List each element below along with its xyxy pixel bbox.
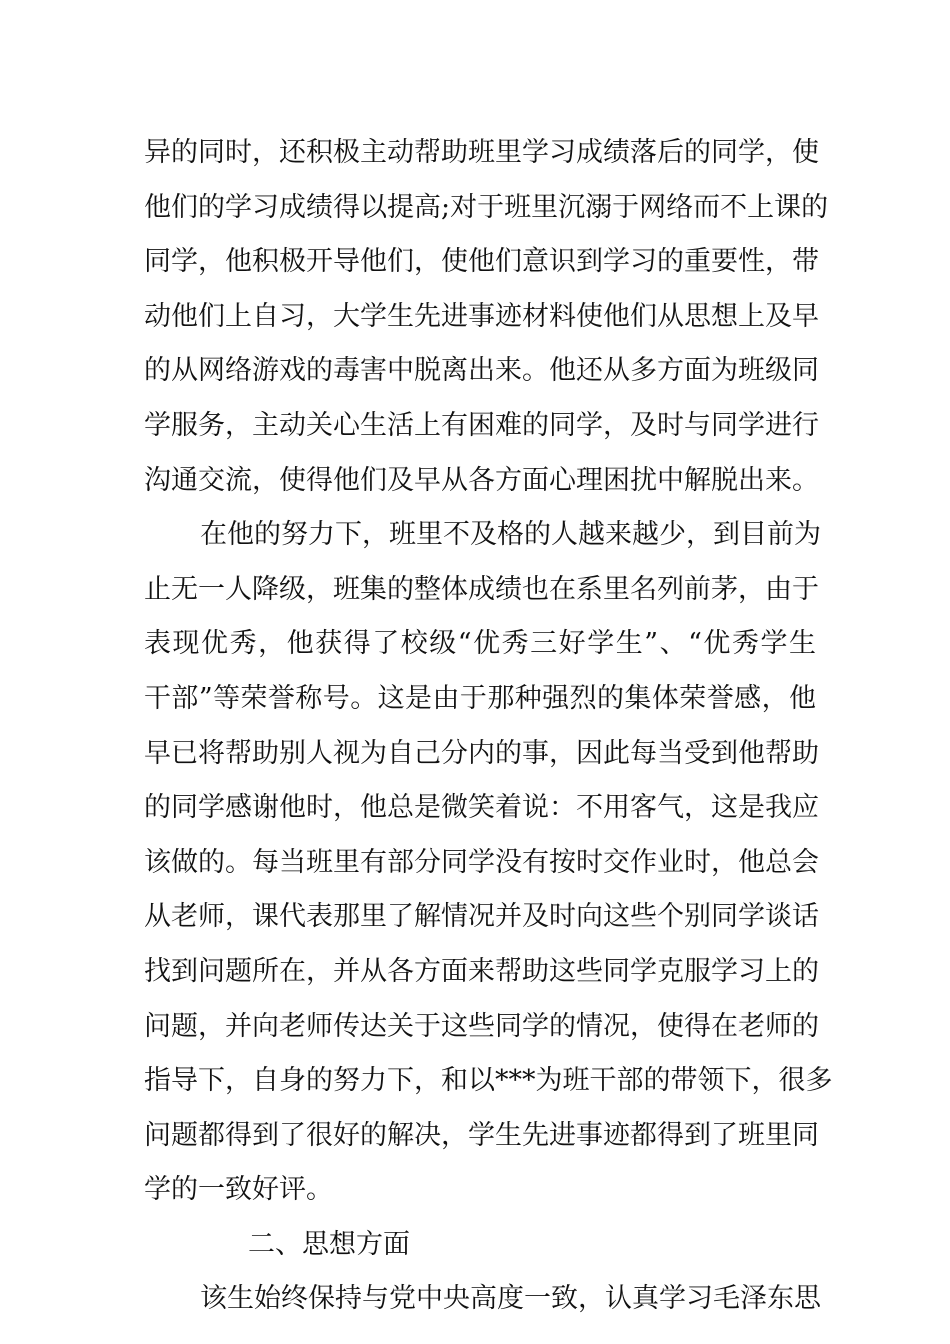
text-line: 止无一人降级，班集的整体成绩也在系里名列前茅，由于 (144, 573, 819, 605)
paragraph-3 (144, 1272, 821, 1327)
text-line: 该做的。每当班里有部分同学没有按时交作业时，他总会 (144, 846, 819, 878)
text-line: 找到问题所在，并从各方面来帮助这些同学克服学习上的 (144, 955, 819, 987)
text-line: 同学，他积极开导他们，使他们意识到学习的重要性，带 (144, 246, 819, 278)
text-line: 沟通交流，使得他们及早从各方面心理困扰中解脱出来。 (144, 464, 819, 496)
text-line: 的从网络游戏的毒害中脱离出来。他还从多方面为班级同 (144, 355, 819, 387)
text-line: 在他的努力下，班里不及格的人越来越少，到目前为 (200, 519, 821, 551)
text-line: 学的一致好评。 (144, 1174, 333, 1206)
text-line: 动他们上自习，大学生先进事迹材料使他们从思想上及早 (144, 300, 819, 332)
text-line: 表现优秀，他获得了校级“优秀三好学生”、“优秀学生 (144, 628, 816, 660)
text-line: 问题都得到了很好的解决，学生先进事迹都得到了班里同 (144, 1119, 819, 1151)
text-line: 他们的学习成绩得以提高;对于班里沉溺于网络而不上课的 (144, 191, 829, 223)
text-line: 早已将帮助别人视为自己分内的事，因此每当受到他帮助 (144, 737, 819, 769)
text-line: 的同学感谢他时，他总是微笑着说：不用客气，这是我应 (144, 792, 819, 824)
text-line: 学服务，主动关心生活上有困难的同学，及时与同学进行 (144, 409, 819, 441)
paragraph-1 (144, 126, 829, 508)
text-line: 该生始终保持与党中央高度一致，认真学习毛泽东思 (200, 1283, 821, 1315)
text-line: 问题，并向老师传达关于这些同学的情况，使得在老师的 (144, 1010, 819, 1042)
text-line: 干部”等荣誉称号。这是由于那种强烈的集体荣誉感，他 (144, 682, 816, 714)
text-line: 异的同时，还积极主动帮助班里学习成绩落后的同学，使 (144, 137, 819, 168)
section-heading: 二、思想方面 (248, 1228, 410, 1260)
document-body (144, 126, 833, 1327)
text-line: 指导下，自身的努力下，和以***为班干部的带领下，很多 (144, 1065, 833, 1097)
text-line: 从老师，课代表那里了解情况并及时向这些个别同学谈话 (144, 901, 819, 933)
paragraph-2 (144, 508, 833, 1218)
